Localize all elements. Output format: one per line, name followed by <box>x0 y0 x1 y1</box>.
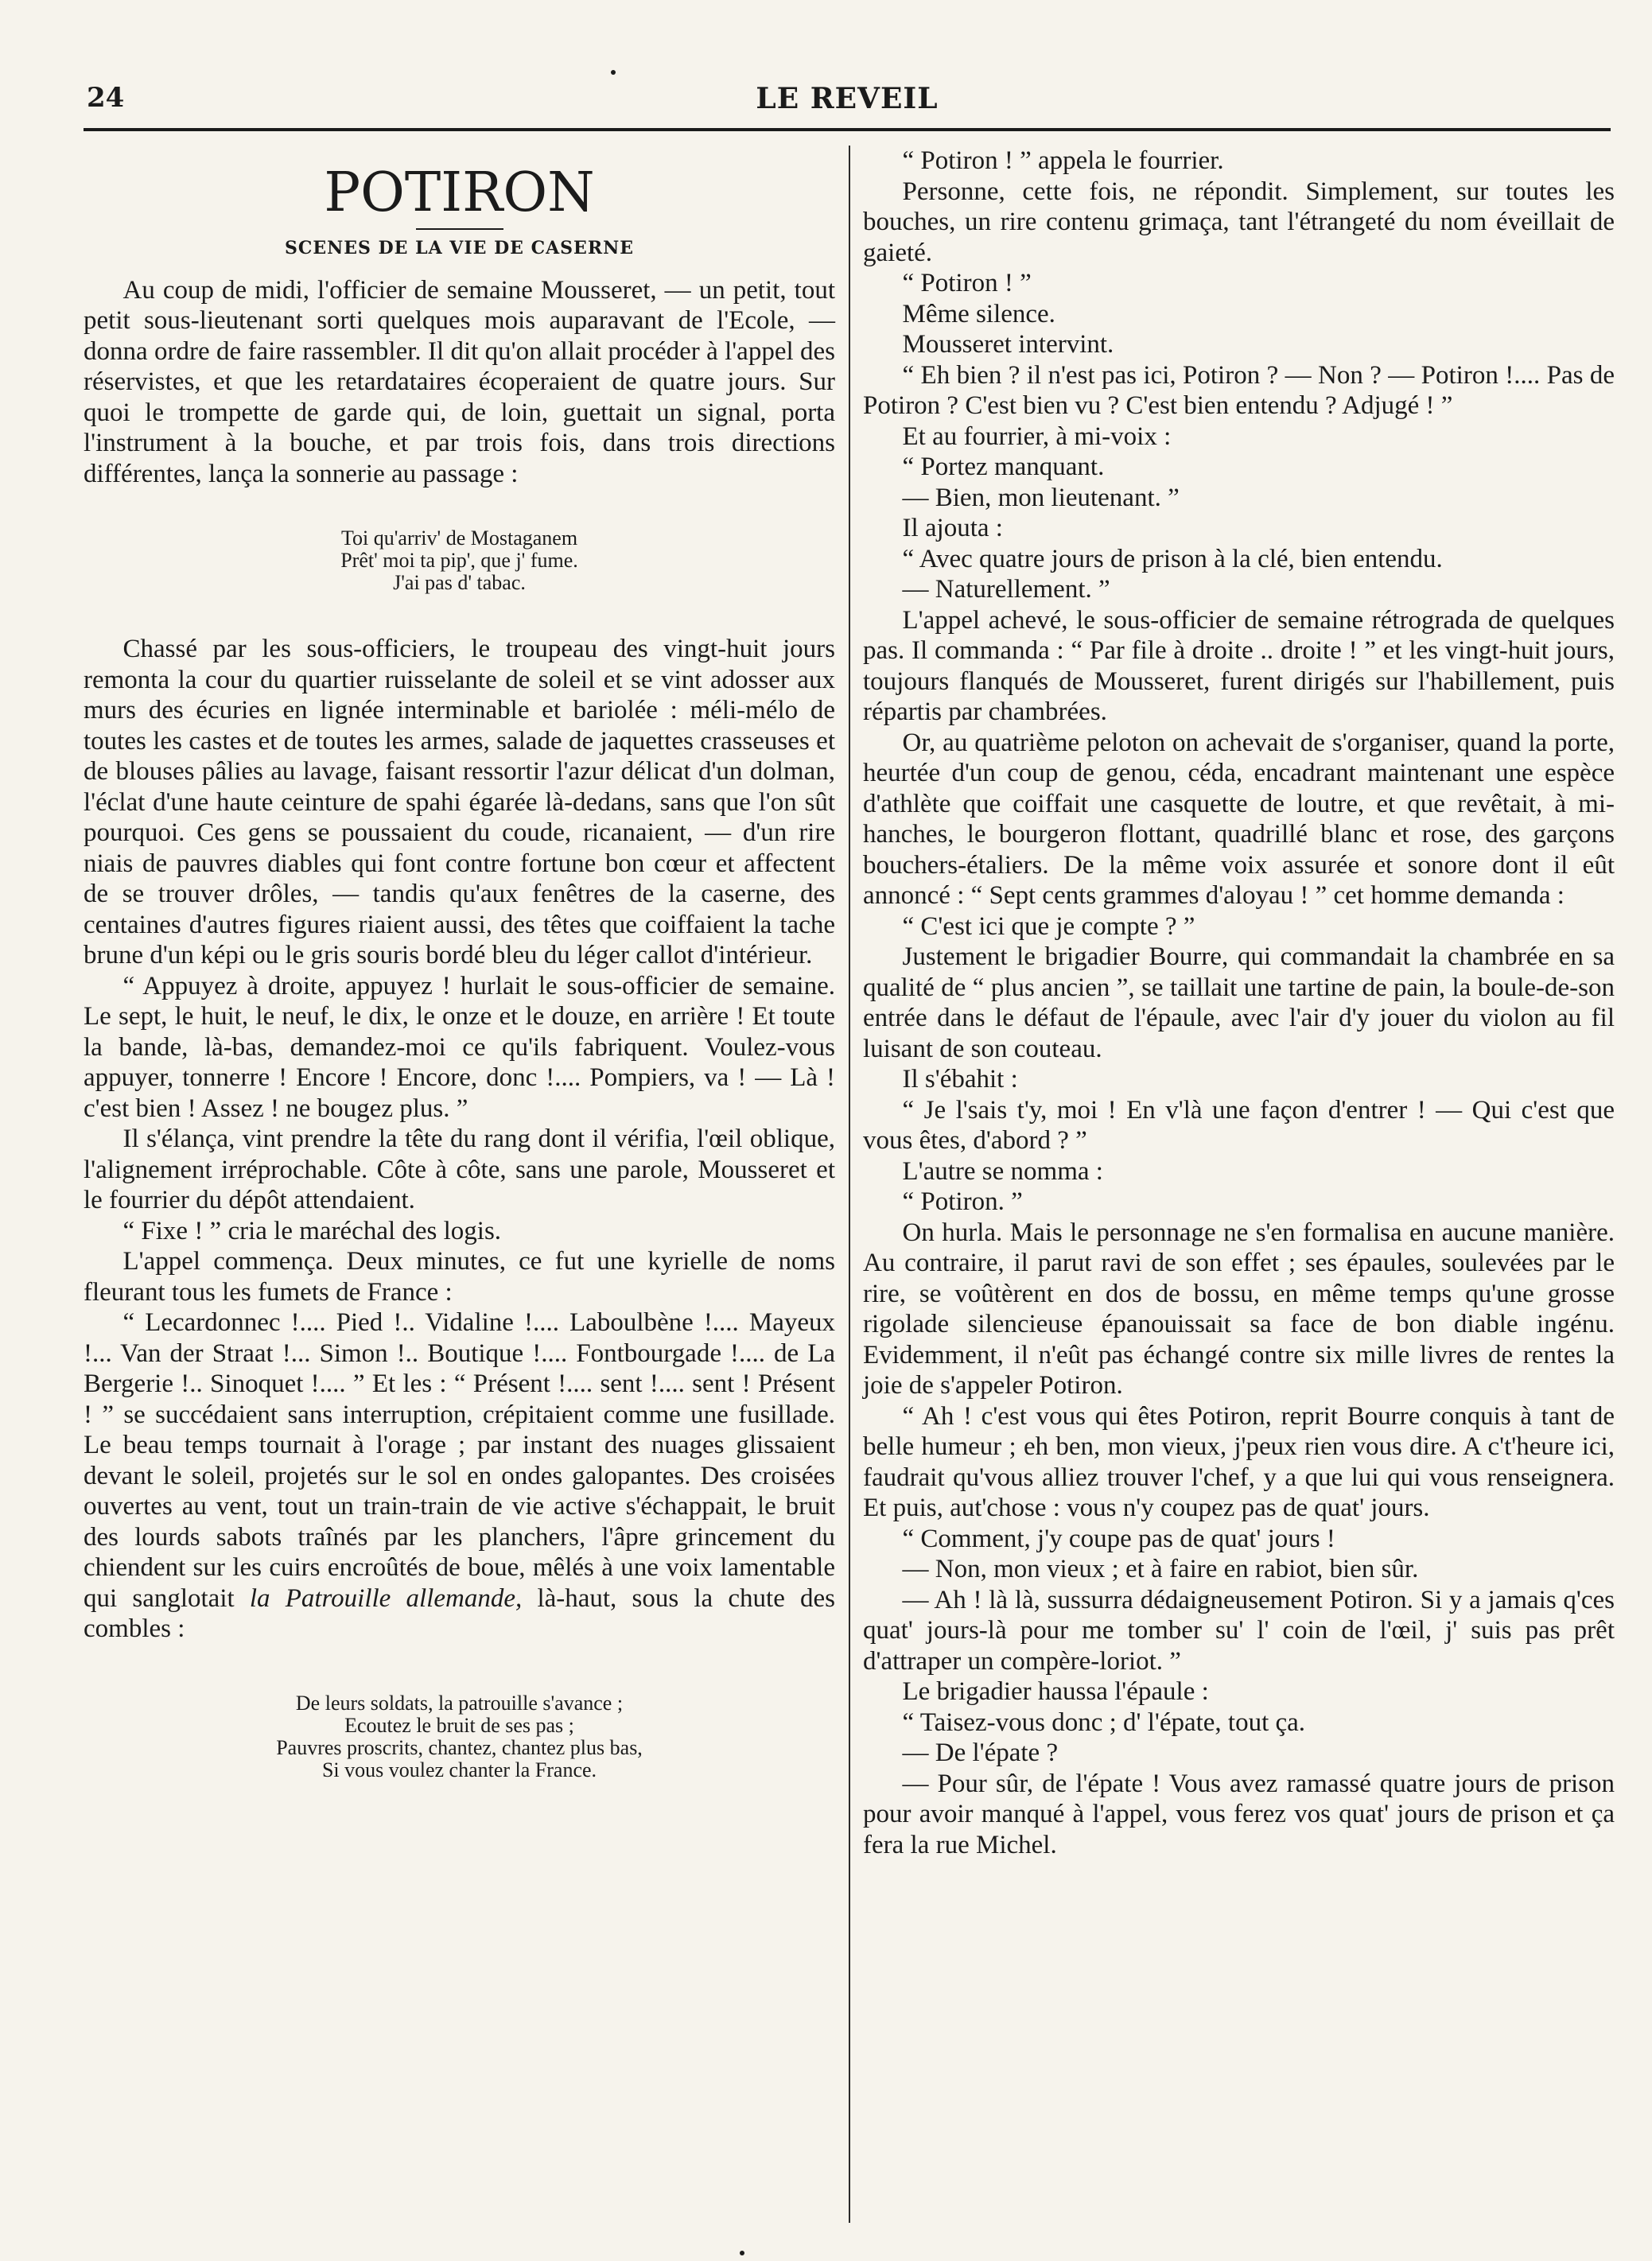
paragraph: — Ah ! là là, sussurra dédaigneusement Potiron. Si y a jamais q'ces quat' jours-là pour me tomber su' l' coin de l'œil, j' suis pas prêt d'attraper un compère-loriot. ” <box>863 1585 1615 1676</box>
paragraph: “ Potiron ! ” <box>902 269 1032 297</box>
paragraph: Le brigadier haussa l'épaule : <box>902 1677 1209 1706</box>
paragraph: Chassé par les sous-officiers, le troupeau des vingt-huit jours remonta la cour du quartier ruisselante de soleil et se vint adosser aux murs des écuries en lignée interminable et bariolée : méli-mélo de toutes les castes et de toutes les armes, salade de jaquettes crasseuses et de blouses pâlies au lavage, faisant ressortir l'azur délicat d'un dolman, l'éclat d'une haute ceinture de spahi égarée là-dedans, sans que l'on sût pourquoi. Ces gens se poussaient du coude, ricanaient, — d'un rire niais de pauvres diables qui font contre fortune bon cœur et affectent de se trouver drôles, — tandis qu'aux fenêtres de la caserne, des centaines d'autres figures riaient aussi, des têtes que coiffaient la tache brune d'un képi ou le gris souris bordé bleu du léger callot d'intérieur. <box>84 635 835 969</box>
page-number: 24 <box>87 82 125 114</box>
header-rule <box>84 128 1611 131</box>
paragraph: “ Avec quatre jours de prison à la clé, bien entendu. <box>902 544 1443 573</box>
paragraph: “ Appuyez à droite, appuyez ! hurlait le sous-officier de semaine. Le sept, le huit, le neuf, le dix, le onze et le douze, en arrière ! Et toute la bande, là-bas, demandez-moi ce qu'ils fabriquent. Voulez-vous appuyer, tonnerre ! Encore ! Encore, donc !.... Pompiers, va ! — Là ! c'est bien ! Assez ! ne bougez plus. ” <box>84 971 835 1123</box>
paragraph: L'autre se nomma : <box>902 1156 1103 1186</box>
verse-quote <box>84 1692 835 1781</box>
paragraph: — Non, mon vieux ; et à faire en rabiot, bien sûr. <box>902 1555 1419 1583</box>
paragraph: Même silence. <box>902 299 1055 328</box>
running-head <box>84 76 1611 123</box>
paragraph: “ Comment, j'y coupe pas de quat' jours ! <box>902 1524 1335 1553</box>
verse-line: Prêt' moi ta pip', que j' fume. <box>340 549 578 572</box>
verse-line: Toi qu'arriv' de Mostaganem <box>340 526 578 550</box>
paragraph: “ Taisez-vous donc ; d' l'épate, tout ça. <box>902 1707 1306 1737</box>
paragraph: — Pour sûr, de l'épate ! Vous avez ramassé quatre jours de prison pour avoir manqué à l'appel, vous ferez vos quat' jours de prison et ça fera la rue Michel. <box>863 1769 1615 1859</box>
left-column <box>84 146 835 1802</box>
paragraph: Il s'ébahit : <box>902 1065 1018 1094</box>
paragraph: — De l'épate ? <box>902 1738 1059 1767</box>
article-subtitle: SCENES DE LA VIE DE CASERNE <box>285 238 634 258</box>
paragraph: “ Potiron ! ” appela le fourrier. <box>902 146 1224 175</box>
paragraph: Or, au quatrième peloton on achevait de s'organiser, quand la porte, heurtée d'un coup de genou, céda, encadrant maintenant une espèce d'athlète que coiffait une casquette de loutre, et que revêtait, à mi-hanches, le bourgeron flottant, quadrillé blanc et rose, des garçons bouchers-étaliers. De la même voix assurée et sonore dont il eût annoncé : “ Sept cents grammes d'aloyau ! ” cet homme demanda : <box>863 728 1615 910</box>
paragraph: Justement le brigadier Bourre, qui commandait la chambrée en sa qualité de “ plus ancien ”, se taillait une tartine de pain, la boule-de-son entrée dans le défaut de l'épaule, avec l'air d'y jouer du violon au fil luisant de son couteau. <box>863 942 1615 1063</box>
verse-line: Ecoutez le bruit de ses pas ; <box>344 1713 574 1737</box>
paragraph: “ Eh bien ? il n'est pas ici, Potiron ? — Non ? — Potiron !.... Pas de Potiron ? C'est bien vu ? C'est bien entendu ? Adjugé ! ” <box>863 360 1615 420</box>
paragraph: “ Je l'sais t'y, moi ! En v'là une façon d'entrer ! — Qui c'est que vous êtes, d'abord ? ” <box>863 1095 1615 1155</box>
newspaper-page <box>84 76 1615 2223</box>
paragraph: “ Ah ! c'est vous qui êtes Potiron, reprit Bourre conquis à tant de belle humeur ; eh ben, mon vieux, j'peux rien vous dire. A c't'heure ici, faudrait qu'vous alliez trouver l'chef, y a que lui qui vous renseignera. Et puis, aut'chose : vous n'y coupez pas de quat' jours. <box>863 1401 1615 1522</box>
verse-line: J'ai pas d' tabac. <box>393 571 526 594</box>
print-speck <box>611 70 616 75</box>
paragraph: Il ajouta : <box>902 514 1003 542</box>
print-speck <box>740 2251 744 2255</box>
paragraph: “ Portez manquant. <box>902 453 1105 481</box>
right-column <box>863 146 1615 1860</box>
paragraph: “ Potiron. ” <box>902 1187 1023 1216</box>
song-title: la Patrouille allemande, <box>249 1583 523 1613</box>
paragraph: Il s'élança, vint prendre la tête du rang dont il vérifia, l'œil oblique, l'alignement irréprochable. Côte à côte, sans une parole, Mousseret et le fourrier du dépôt attendaient. <box>84 1125 835 1214</box>
journal-title: LE REVEIL <box>756 82 939 115</box>
paragraph: L'appel commença. Deux minutes, ce fut une kyrielle de noms fleurant tous les fumets de France : <box>84 1247 835 1307</box>
article-title: POTIRON <box>324 161 595 224</box>
verse-line: Pauvres proscrits, chantez, chantez plus bas, <box>276 1735 643 1759</box>
paragraph-text: là-haut, sous la chute des combles : <box>84 1583 836 1643</box>
paragraph <box>84 1307 835 1645</box>
paragraph: Mousseret intervint. <box>902 330 1114 359</box>
verse-quote <box>84 527 835 594</box>
verse-line: Si vous voulez chanter la France. <box>321 1758 597 1781</box>
verse-line: De leurs soldats, la patrouille s'avance ; <box>295 1691 624 1715</box>
paragraph: — Bien, mon lieutenant. ” <box>902 483 1180 512</box>
paragraph: On hurla. Mais le personnage ne s'en formalisa en aucune manière. Au contraire, il parut ravi de son effet ; ses épaules, soulevées par le rire, se voûtèrent en dos de bossu, en même temps qu'une grosse rigolade silencieuse épanouissait sa face de bon diable ingénu. Evidemment, il n'eût pas échangé contre six mille livres de rentes la joie de s'appeler Potiron. <box>863 1218 1615 1400</box>
paragraph-text: “ Lecardonnec !.... Pied !.. Vidaline !.... Laboulbène !.... Mayeux !... Van der Straat !... Simon !.. Boutique !.... Fontbourgade !.... de La Bergerie !.. Sinoquet !.... ” Et les : “ Présent !.... sent !.... sent ! Présent ! ” se succédaient sans interruption, crépitaient comme une fusillade. Le beau temps tournait à l'orage ; par instant des nuages glissaient devant le soleil, projetés sur le sol en ondes galopantes. Des croisées ouvertes au vent, tout un train-train de vie active s'échappait, le bruit des lourds sabots traînés par les planchers, l'âpre grincement du chiendent sur les cuirs encroûtés de boue, mêlés à une voix lamentable qui sanglotait <box>84 1308 835 1613</box>
paragraph: — Naturellement. ” <box>902 575 1110 604</box>
paragraph: Personne, cette fois, ne répondit. Simplement, sur toutes les bouches, un rire contenu grimaça, tant l'étrangeté du nom éveillait de gaieté. <box>863 177 1615 267</box>
paragraph: “ C'est ici que je compte ? ” <box>902 911 1195 941</box>
paragraph: “ Fixe ! ” cria le maréchal des logis. <box>122 1216 502 1245</box>
column-divider <box>849 146 850 2223</box>
title-rule <box>416 228 503 230</box>
paragraph: Au coup de midi, l'officier de semaine Mousseret, — un petit, tout petit sous-lieutenant sorti quelques mois auparavant de l'Ecole, — donna ordre de faire rassembler. Il dit qu'on allait procéder à l'appel des réservistes, et que les retardataires écoperaient de quatre jours. Sur quoi le trompette de garde qui, de loin, guettait un signal, porta l'instrument à la bouche, et par trois fois, dans trois directions différentes, lança la sonnerie au passage : <box>84 275 835 488</box>
paragraph: Et au fourrier, à mi-voix : <box>902 422 1172 451</box>
paragraph: L'appel achevé, le sous-officier de semaine rétrograda de quelques pas. Il commanda : “ Par file à droite .. droite ! ” et les vingt-huit jours, toujours flanqués de Mousseret, furent dirigés sur l'habillement, puis répartis par chambrées. <box>863 605 1615 726</box>
